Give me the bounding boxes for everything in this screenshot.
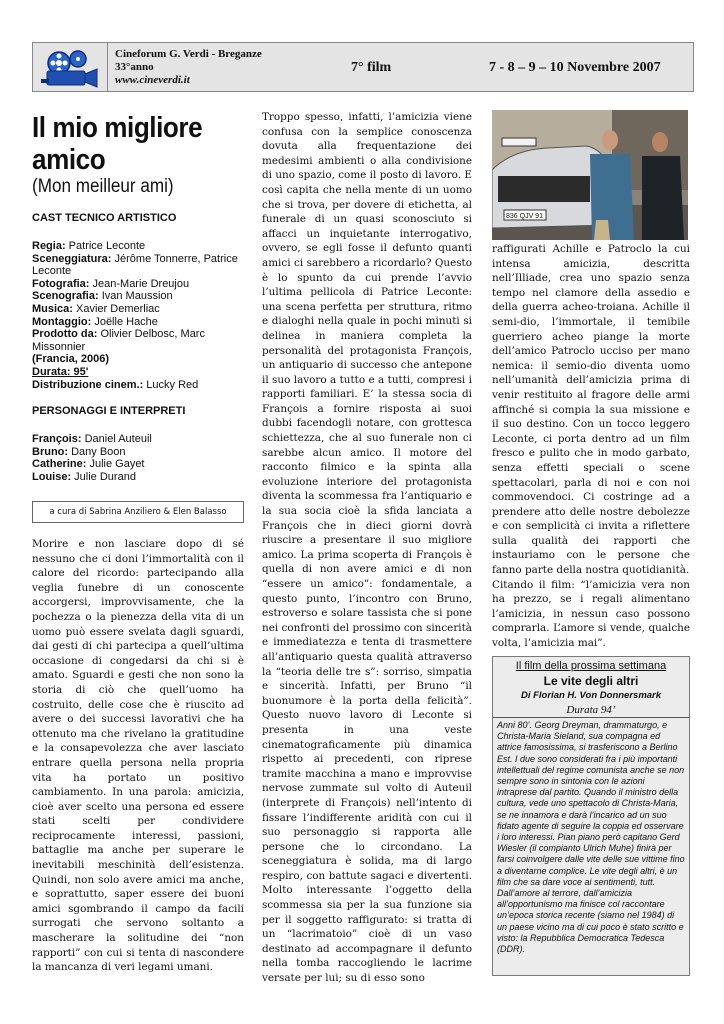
- credit-duration: Durata: 95': [32, 365, 89, 378]
- next-film-title: Le vite degli altri: [543, 674, 639, 688]
- character-bruno: Bruno: Dany Boon: [32, 445, 126, 458]
- credit-set-design: Scenografia: Ivan Maussion: [32, 290, 173, 303]
- screening-dates: 7 - 8 – 9 – 10 Novembre 2007: [489, 60, 661, 75]
- character-catherine: Catherine: Julie Gayet: [32, 458, 145, 471]
- article-paragraph: Troppo spesso, infatti, l’amicizia viene confusa con la semplice conoscenza dovuta alla frequentazione dei medesimi ambienti o alla condivisione di uno spazio, come il posto di lavoro. E così capita che nella mente di un uomo che si trova, per dovere di etichetta, al funerale di un quasi sconosciuto si affacci un inquietante interrogativo, ovvero, se egli fosse il defunto quanti amici ci sarebbero a ricordarlo? Questo è lo spunto da cui prende l’avvio l’ultima pellicola di Patrice Leconte: una scena perfetta per struttura, ritmo e dialoghi nella quale in pochi minuti si delinea in maniera completa la personalità del protagonista François, un antiquario di successo che antepone il suo lavoro a tutto e a tutti, compresi i rapporti familiari. E’ la stessa socia di François a fornire risposta ai suoi dubbi facendogli notare, con grottesca schiettezza, che al suo funerale non ci sarebbe alcun amico. Il motore del racconto filmico e la spinta alla evoluzione interiore del protagonista diventa la scommessa fra l’antiquario e la sua socia cioè la sfida lanciata a François che in dieci giorni dovrà riuscire a presentare il suo migliore amico. La prima scoperta di François è quella di non avere amici e di non “essere un amico”: fondamentale, a questo punto, l’incontro con Bruno, estroverso e solare tassista che si pone nei confronti del prossimo con sincerità e immediatezza e tenta di trasmettere all’antiquario questa qualità attraverso la “teoria delle tre s”: sorriso, simpatia e sincerità. Infatti, per Bruno “il buonumore è la porta della felicità”. Questo nuovo lavoro di Leconte si presenta in una veste cinematograficamente più dinamica rispetto ai precedenti, con riprese tramite macchina a mano e improvvise nervose zummate sul volto di Auteuil (interprete di François) nell’intento di fissare l’indifferente aridità con cui il suo personaggio si rapporta alle persone che lo circondano. La sceneggiatura è solida, ma di largo respiro, con battute sagaci e divertenti. Molto interessante l’oggetto della scommessa sia per la sua funzione sia per il soggetto raffigurato: si tratta di un “lacrimatoio” cioè di un vaso destinato ad accompagnare il defunto nella tomba raccogliendo le lacrime versate per lui; su di esso sono: [262, 111, 472, 985]
- credit-music: Musica: Xavier Demerliac: [32, 302, 160, 315]
- organizer-year: 33°anno: [115, 61, 154, 73]
- credit-country-year: (Francia, 2006): [32, 353, 110, 366]
- cast-technical-heading: CAST TECNICO ARTISTICO: [32, 212, 177, 224]
- credit-distribution: Distribuzione cinem.: Lucky Red: [32, 378, 199, 391]
- article-paragraph: Morire e non lasciare dopo di sé nessuno che ci doni l’immortalità con il calore del ricordo: partecipando alla veglia funebre di un conoscente accorgersi, improvvisamente, che la pochezza o la pienezza della vita di un uomo può essere svelata dagli sguardi, dai gesti di chi partecipa a quell’ultima occasione di congedarsi da chi si è amato. Sguardi e gesti che non sono la storia di ciò che quell’uomo ha costruito, delle cose che è riuscito ad avere o dei successi lavorativi che ha ottenuto ma che rivelano la gratitudine e la consapevolezza che aver lasciato entrare quella persona nella propria vita ha portato un positivo cambiamento. In una parola: amicizia, cioè aver scelto una persona ed essere stati scelti per condividere reciprocamente interessi, passioni, battaglie ma anche per superare le inevitabili meschinità dell’esistenza. Quindi, non solo avere amici ma anche, e soprattutto, saper essere dei buoni amici sgombrando il campo da facili surrogati che servono soltanto a mascherare la solitudine dei “non rapporti” con cui si tenta di nascondere la mancanza di veri legami umani.: [32, 538, 244, 974]
- organizer-name: Cineforum G. Verdi - Breganze: [115, 48, 262, 60]
- film-title-line1: Il mio migliore: [32, 112, 203, 144]
- organizer-info: [115, 48, 262, 87]
- characters-list: [32, 433, 244, 483]
- organizer-website: www.cineverdi.it: [115, 74, 190, 86]
- article-column-2: [262, 110, 472, 986]
- article-quote-paragraph: Citando il film: “l’amicizia vera non ha prezzo, se i regali alimentano l’amicizia, in nessun caso possono comprarla. L’amore si vende, qualche volta, l’amicizia mai”.: [492, 578, 690, 650]
- next-film-heading: Il film della prossima settimana: [515, 660, 667, 672]
- article-paragraph: raffigurati Achille e Patroclo la cui intensa amicizia, descritta nell’Illiade, crea uno spazio senza tempo nel clamore della assedio e della guerra acheo-troiana. Achille il semi-dio, l’immortale, il temibile guerriero acheo piange la morte dell’amico Patroclo ucciso per mano nemica: il semio-dio diventa uomo nell’umanità dell’amicizia prima di venir restituito al fragore delle armi affinché si compia la sua missione e il suo destino. Con un tocco leggero Leconte, ci porta dentro ad un film fresco e pulito che in modo garbato, senza effetti speciali o scene spettacolari, parla di noi e con noi commovendoci. Ci costringe ad a prendere atto delle nostre debolezze e con semplicità ci invita a riflettere sulla qualità dei rapporti che instauriamo con le persone che fanno parte della nostra quotidianità.: [492, 243, 690, 577]
- next-film-director: Di Florian H. Von Donnersmark: [520, 690, 662, 701]
- technical-credits: [32, 240, 244, 391]
- film-title: [32, 112, 223, 176]
- film-number: 7° film: [351, 60, 392, 75]
- character-louise: Louise: Julie Durand: [32, 470, 136, 483]
- credit-director: Regia: Patrice Leconte: [32, 240, 146, 252]
- next-film-box: [492, 656, 690, 976]
- credit-photography: Fotografia: Jean-Marie Dreujou: [32, 277, 190, 290]
- film-info-column: [32, 112, 244, 484]
- credit-editing: Montaggio: Joëlle Hache: [32, 315, 158, 328]
- article-column-3: [492, 242, 690, 651]
- review-credit: a cura di Sabrina Anziliero & Elen Balasso: [32, 501, 244, 523]
- license-plate-text: 836 QJV 91: [506, 213, 543, 220]
- credit-screenplay: Sceneggiatura: Jérôme Tonnerre, Patrice Leconte: [32, 252, 238, 278]
- original-title: (Mon meilleur ami): [32, 176, 174, 197]
- film-still-image: [492, 110, 688, 240]
- next-film-synopsis: Anni 80’. Georg Dreyman, drammaturgo, e Christa-Maria Sieland, sua compagna ed attrice famosissima, si trasferiscono a Berlino Est. I due sono considerati fra i più importanti intellettuali del regime comunista anche se non sempre sono in sintonia con le azioni intraprese dal partito. Quando il ministro della cultura, vede uno spettacolo di Christa-Maria, se ne innamora e darà l’incarico ad un suo fidato agente di seguire la coppia ed osservare i loro interessi. Pian piano però capitano Gerd Wiesler (il compianto Ulrich Muhe) finirà per farsi coinvolgere dalle vite delle sue vittime fino a diventarne complice. Le vite degli altri, è un film che sa dare voce ai sentimenti, tutt. Dall’amore al terrore, dall’amicizia all’opportunismo ma finisce col raccontare un’epoca storica recente (siamo nel 1984) di un paese vicino ma di cui poco è stato scritto e visto: la Repubblica Democratica Tedesca (DDR).: [497, 720, 685, 955]
- credit-producer: Prodotto da: Olivier Delbosc, Marc Missonnier: [32, 328, 205, 353]
- cineforum-logo-icon: [33, 43, 108, 91]
- next-film-duration: Durata 94’: [493, 703, 689, 718]
- film-title-line2: amico: [32, 144, 106, 176]
- article-column-1: [32, 537, 244, 975]
- characters-heading: PERSONAGGI E INTERPRETI: [32, 405, 186, 418]
- character-francois: François: Daniel Auteuil: [32, 433, 152, 446]
- header-banner: [32, 42, 694, 92]
